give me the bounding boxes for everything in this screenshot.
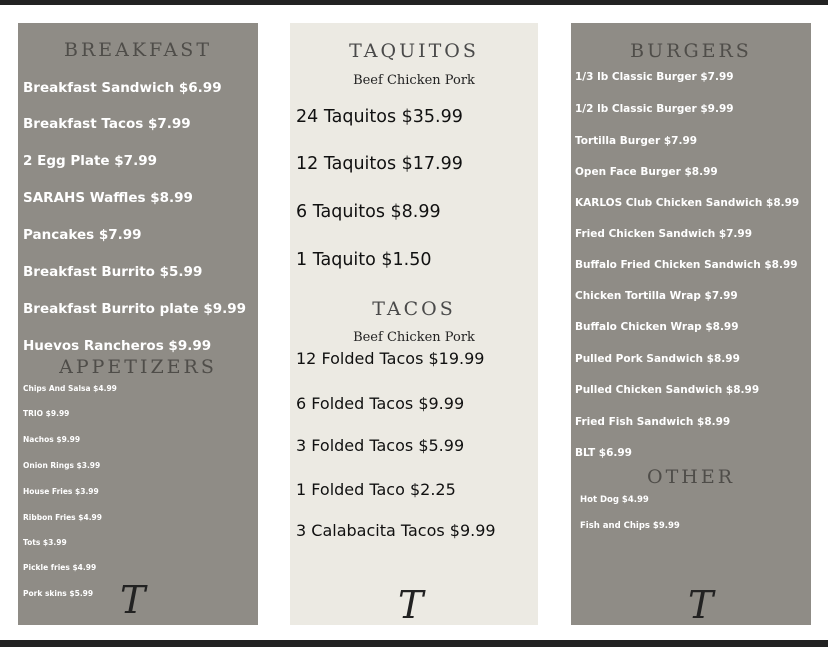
bottom-border <box>0 640 828 647</box>
menu-item: Ribbon Fries $4.99 <box>23 513 102 522</box>
menu-item: BLT $6.99 <box>575 447 632 459</box>
breakfast-panel <box>18 23 258 625</box>
menu-item: 6 Taquitos $8.99 <box>296 202 441 222</box>
restaurant-logo: T <box>688 583 714 627</box>
taquitos-subtitle: Beef Chicken Pork <box>353 73 475 88</box>
menu-item: 1 Folded Taco $2.25 <box>296 480 456 499</box>
top-border <box>0 0 828 5</box>
menu-item: SARAHS Waffles $8.99 <box>23 190 193 206</box>
menu-item: Huevos Rancheros $9.99 <box>23 338 212 354</box>
menu-item: Onion Rings $3.99 <box>23 461 101 470</box>
burgers-panel <box>571 23 811 625</box>
appetizers-heading: APPETIZERS <box>59 356 217 378</box>
menu-item: Pickle fries $4.99 <box>23 563 97 572</box>
menu-item: 24 Taquitos $35.99 <box>296 107 463 127</box>
menu-item: Pulled Chicken Sandwich $8.99 <box>575 384 760 396</box>
tacos-heading: TACOS <box>372 298 456 320</box>
menu-item: Hot Dog $4.99 <box>580 495 649 505</box>
menu-item: Breakfast Tacos $7.99 <box>23 116 191 132</box>
menu-item: Chips And Salsa $4.99 <box>23 384 117 393</box>
menu-item: Buffalo Fried Chicken Sandwich $8.99 <box>575 259 798 271</box>
menu-item: Chicken Tortilla Wrap $7.99 <box>575 290 738 302</box>
other-heading: OTHER <box>647 466 735 488</box>
menu-item: Pork skins $5.99 <box>23 589 94 598</box>
menu-item: KARLOS Club Chicken Sandwich $8.99 <box>575 197 800 209</box>
menu-item: 2 Egg Plate $7.99 <box>23 153 157 169</box>
menu-item: Nachos $9.99 <box>23 435 81 444</box>
taquitos-panel <box>290 23 538 625</box>
taquitos-heading: TAQUITOS <box>349 40 479 62</box>
breakfast-heading: BREAKFAST <box>64 39 212 61</box>
menu-item: Fish and Chips $9.99 <box>580 521 680 531</box>
menu-item: Pulled Pork Sandwich $8.99 <box>575 353 740 365</box>
tacos-subtitle: Beef Chicken Pork <box>353 330 475 345</box>
restaurant-logo: T <box>120 578 146 622</box>
menu-item: 6 Folded Tacos $9.99 <box>296 394 465 413</box>
menu-item: TRIO $9.99 <box>23 409 70 418</box>
menu-item: Fried Fish Sandwich $8.99 <box>575 416 731 428</box>
menu-item: 3 Folded Tacos $5.99 <box>296 436 465 455</box>
menu-item: Breakfast Burrito plate $9.99 <box>23 301 247 317</box>
menu-item: Breakfast Sandwich $6.99 <box>23 80 222 96</box>
menu-item: 1/2 lb Classic Burger $9.99 <box>575 103 734 115</box>
restaurant-logo: T <box>398 583 424 627</box>
menu-item: Tots $3.99 <box>23 538 67 547</box>
menu-item: Fried Chicken Sandwich $7.99 <box>575 228 753 240</box>
menu-item: 1 Taquito $1.50 <box>296 250 432 270</box>
menu-item: Pancakes $7.99 <box>23 227 142 243</box>
burgers-heading: BURGERS <box>630 40 752 62</box>
menu-item: 12 Taquitos $17.99 <box>296 154 463 174</box>
menu-item: House Fries $3.99 <box>23 487 99 496</box>
menu-item: Tortilla Burger $7.99 <box>575 135 698 147</box>
menu-item: 3 Calabacita Tacos $9.99 <box>296 521 496 540</box>
menu-item: 12 Folded Tacos $19.99 <box>296 349 485 368</box>
menu-item: Open Face Burger $8.99 <box>575 166 718 178</box>
menu-item: 1/3 lb Classic Burger $7.99 <box>575 71 734 83</box>
menu-item: Buffalo Chicken Wrap $8.99 <box>575 321 739 333</box>
menu-item: Breakfast Burrito $5.99 <box>23 264 203 280</box>
